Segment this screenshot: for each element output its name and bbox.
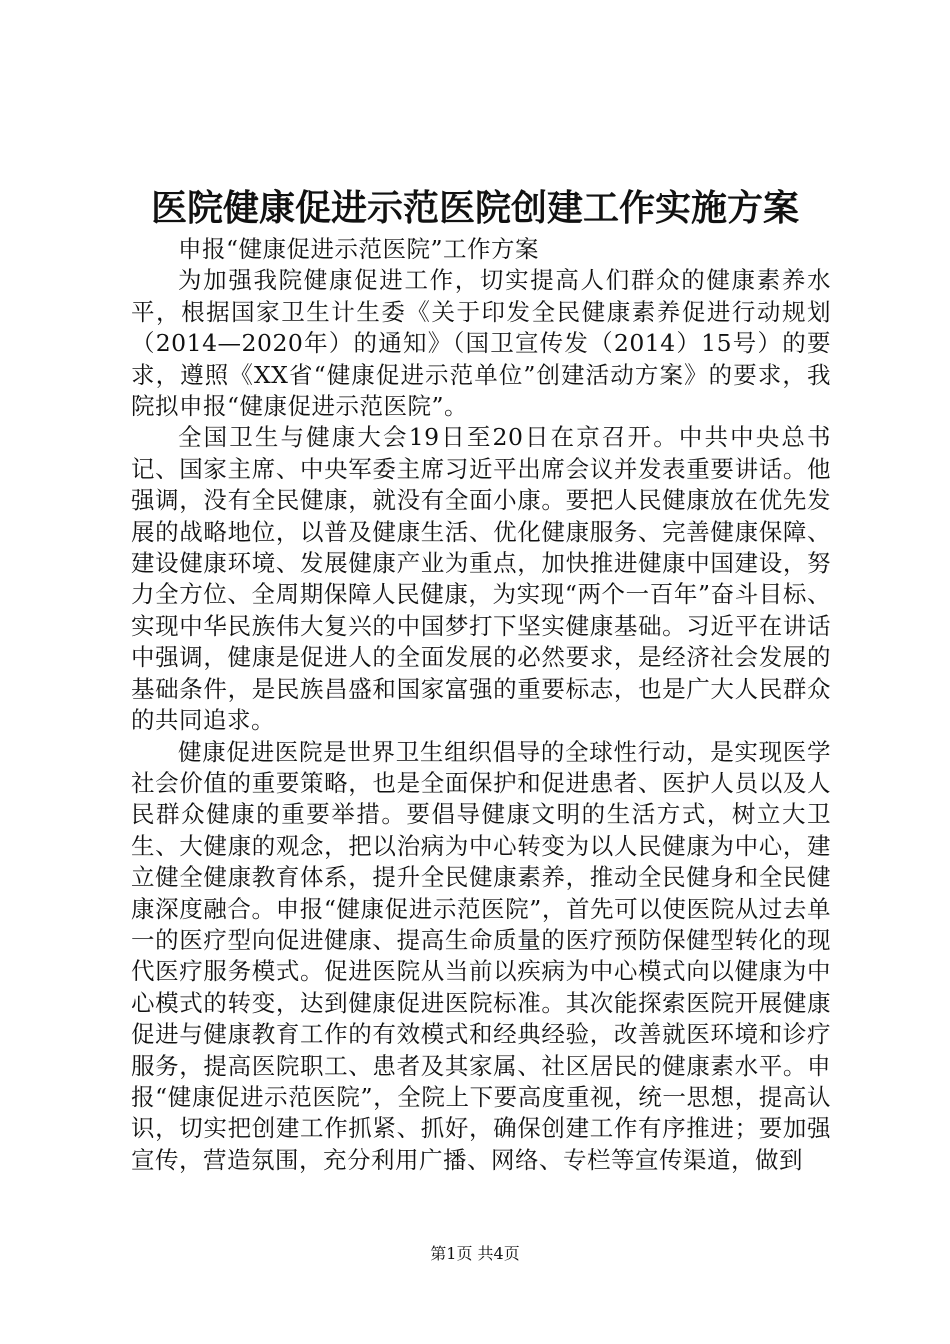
document-body <box>131 234 831 1176</box>
paragraph: 为加强我院健康促进工作，切实提高人们群众的健康素养水平，根据国家卫生计生委《关于印发全民健康素养促进行动规划（2014—2020年）的通知》（国卫宣传发（2014）15号）的要求，遵照《XX省“健康促进示范单位”创建活动方案》的要求，我院拟申报“健康促进示范医院”。 <box>131 266 831 421</box>
paragraph: 健康促进医院是世界卫生组织倡导的全球性行动，是实现医学社会价值的重要策略，也是全面保护和促进患者、医护人员以及人民群众健康的重要举措。要倡导健康文明的生活方式，树立大卫生、大健康的观念，把以治病为中心转变为以人民健康为中心，建立健全健康教育体系，提升全民健康素养，推动全民健身和全民健康深度融合。申报“健康促进示范医院”，首先可以使医院从过去单一的医疗型向促进健康、提高生命质量的医疗预防保健型转化的现代医疗服务模式。促进医院从当前以疾病为中心模式向以健康为中心模式的转变，达到健康促进医院标准。其次能探索医院开展健康促进与健康教育工作的有效模式和经典经验，改善就医环境和诊疗服务，提高医院职工、患者及其家属、社区居民的健康素水平。申报“健康促进示范医院”，全院上下要高度重视，统一思想，提高认识，切实把创建工作抓紧、抓好，确保创建工作有序推进；要加强宣传，营造氛围，充分利用广播、网络、专栏等宣传渠道，做到 <box>131 737 831 1174</box>
document-title: 医院健康促进示范医院创建工作实施方案 <box>150 187 799 229</box>
paragraph-heading: 申报“健康促进示范医院”工作方案 <box>178 235 540 263</box>
page-number-footer: 第1页 共4页 <box>430 1244 520 1263</box>
paragraph: 全国卫生与健康大会19日至20日在京召开。中共中央总书记、国家主席、中央军委主席习近平出席会议并发表重要讲话。他强调，没有全民健康，就没有全面小康。要把人民健康放在优先发展的战略地位，以普及健康生活、优化健康服务、完善健康保障、建设健康环境、发展健康产业为重点，加快推进健康中国建设，努力全方位、全周期保障人民健康，为实现“两个一百年”奋斗目标、实现中华民族伟大复兴的中国梦打下坚实健康基础。习近平在讲话中强调，健康是促进人的全面发展的必然要求，是经济社会发展的基础条件，是民族昌盛和国家富强的重要标志，也是广大人民群众的共同追求。 <box>131 423 831 735</box>
